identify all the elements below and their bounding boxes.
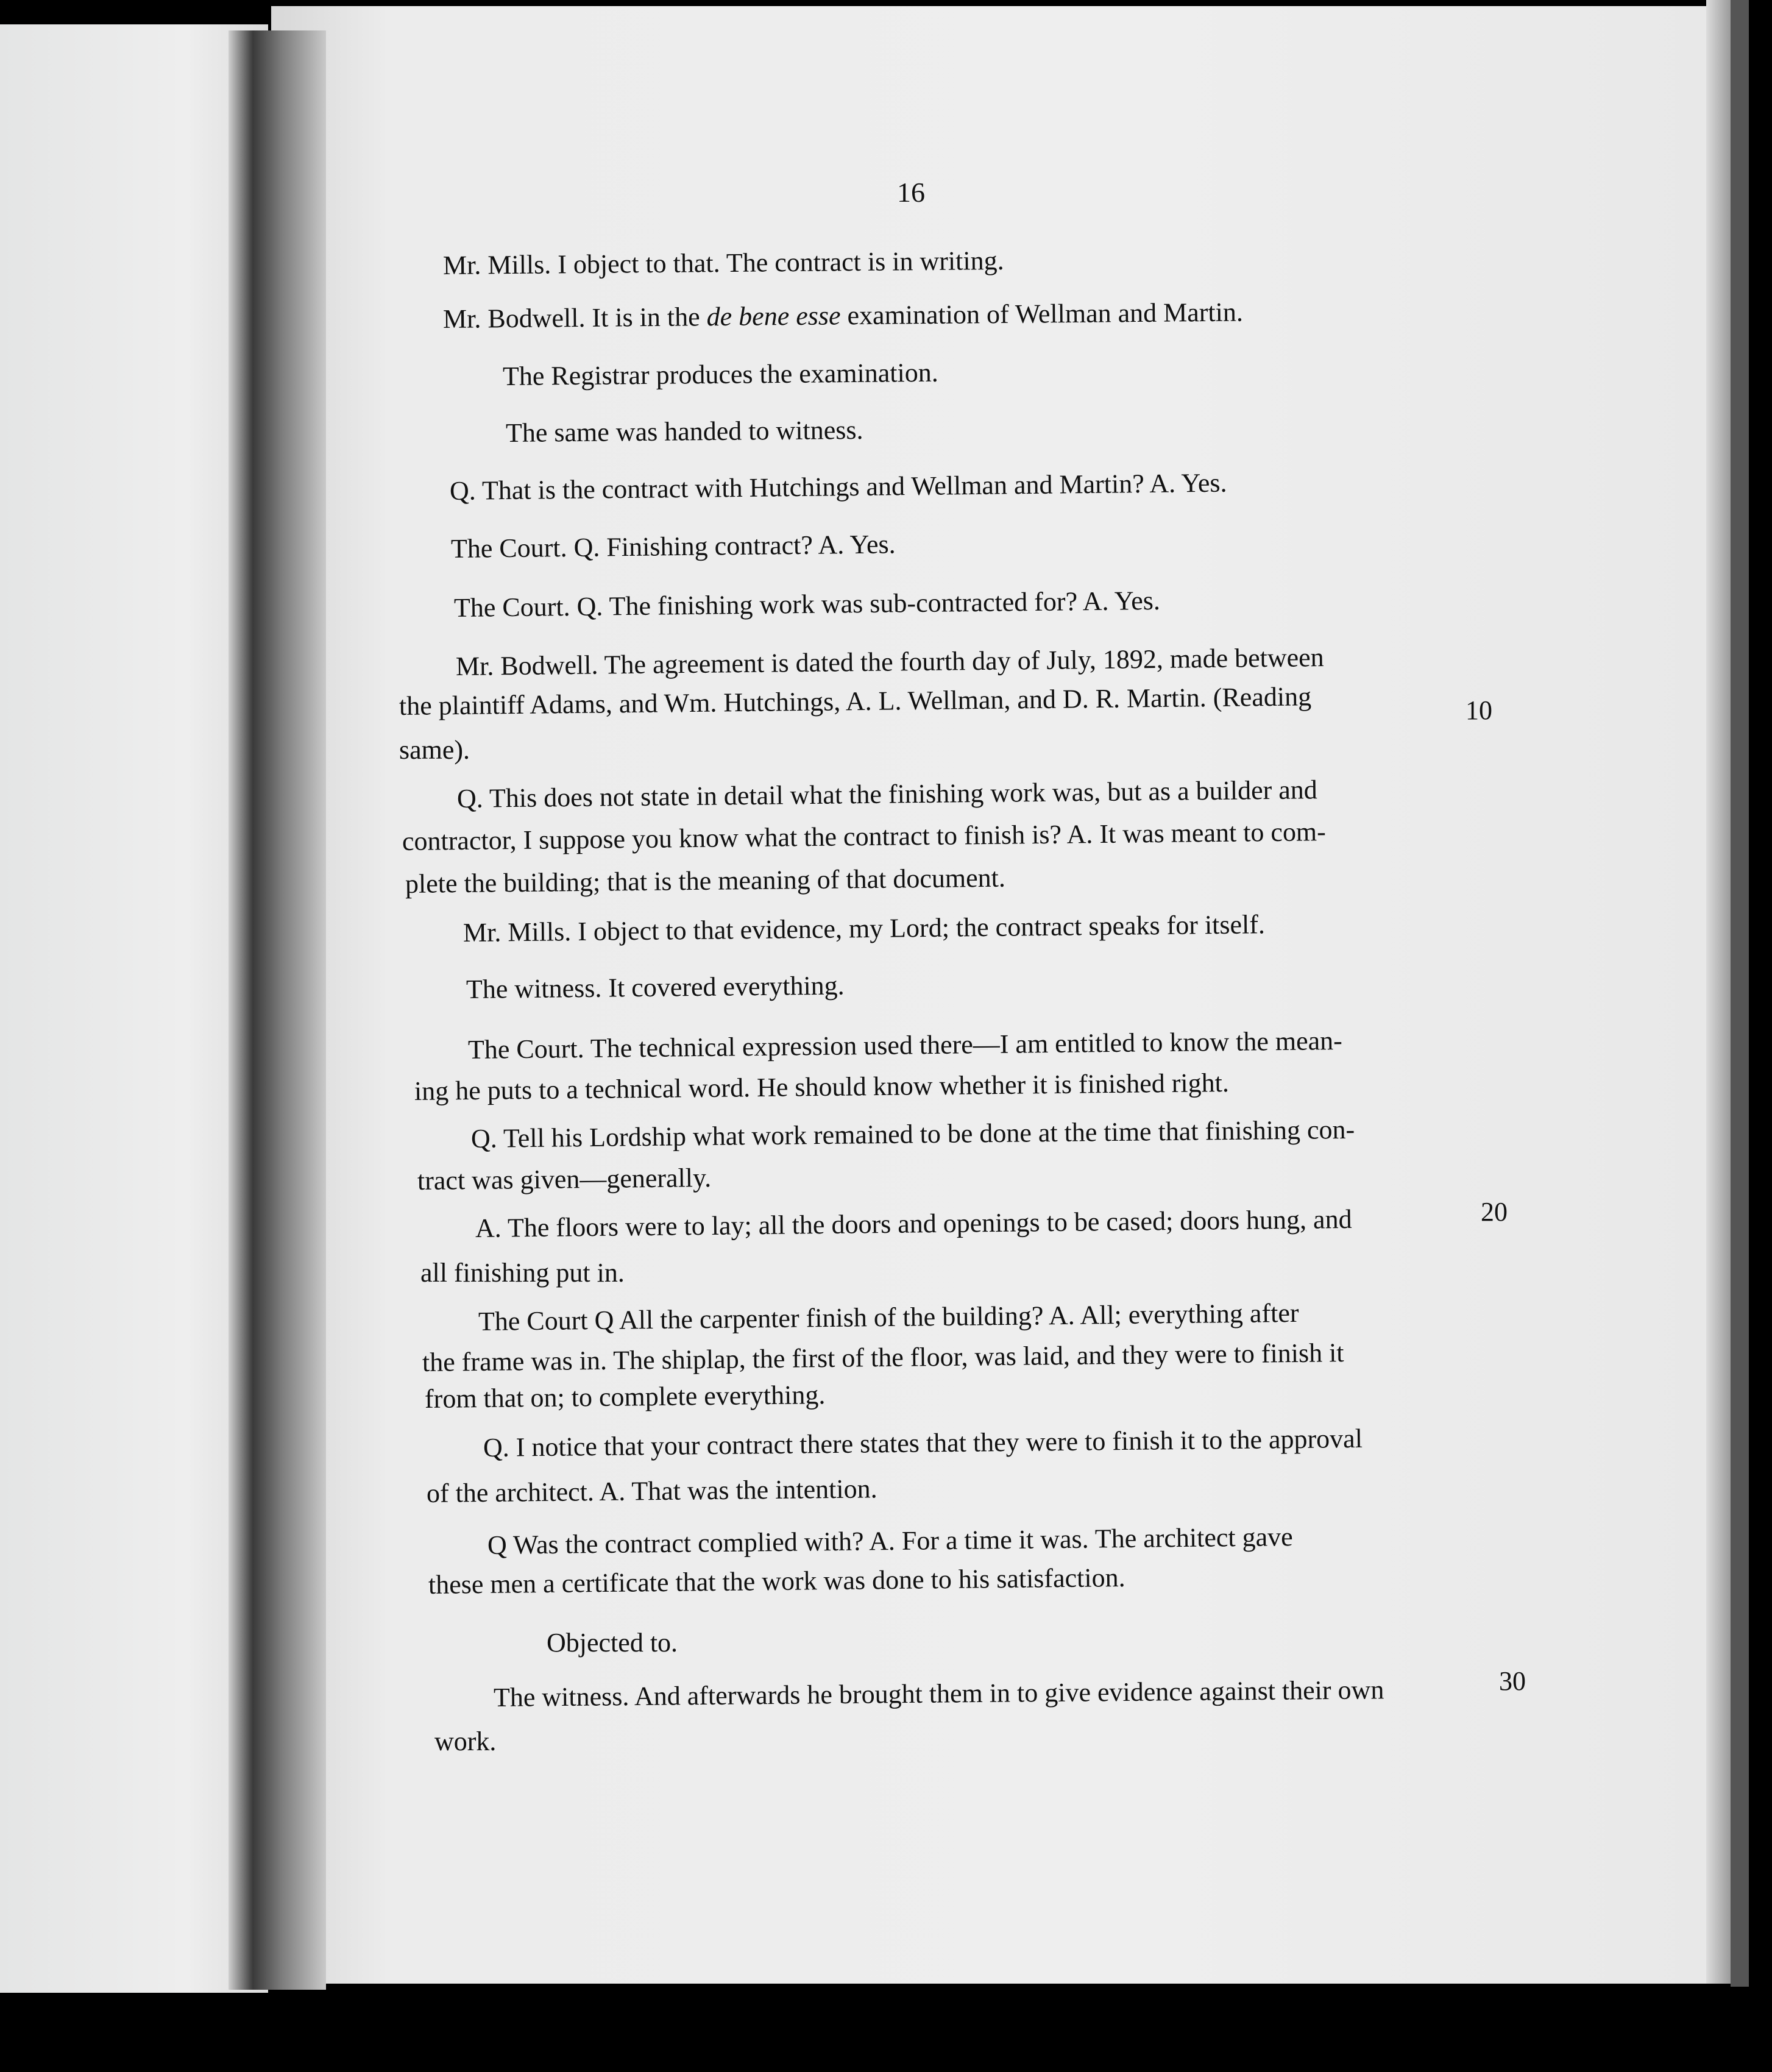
line-13: plete the building; that is the meaning of that document. xyxy=(405,862,1006,899)
page-number: 16 xyxy=(897,177,925,208)
line-24: from that on; to complete everything. xyxy=(424,1380,826,1414)
line-22: The Court Q All the carpenter finish of the building? A. All; everything after xyxy=(478,1297,1299,1336)
line-15: The witness. It covered everything. xyxy=(466,970,845,1004)
line-4: The same was handed to witness. xyxy=(505,414,863,448)
line-marker-30: 30 xyxy=(1499,1666,1526,1696)
line-18: Q. Tell his Lordship what work remained to be done at the time that finishing con- xyxy=(470,1114,1355,1154)
line-16: The Court. The technical expression used there—I am entitled to know the mean- xyxy=(467,1025,1343,1065)
line-21: all finishing put in. xyxy=(420,1258,625,1288)
line-28: these men a certificate that the work was done to his satisfaction. xyxy=(428,1563,1125,1600)
line-5: Q. That is the contract with Hutchings and Wellman and Martin? A. Yes. xyxy=(449,467,1227,506)
line-12: contractor, I suppose you know what the contract to finish is? A. It was meant to com- xyxy=(402,817,1327,856)
line-14: Mr. Mills. I object to that evidence, my Lord; the contract speaks for itself. xyxy=(462,909,1266,948)
line-26: of the architect. A. That was the intention. xyxy=(426,1474,877,1508)
line-20: A. The floors were to lay; all the doors and openings to be cased; doors hung, and xyxy=(475,1204,1352,1243)
line-1: Mr. Mills. I object to that. The contract is in writing. xyxy=(442,245,1004,280)
line-23: the frame was in. The shiplap, the first of the floor, was laid, and they were to finish it xyxy=(422,1338,1344,1377)
line-25: Q. I notice that your contract there states that they were to finish it to the approval xyxy=(483,1423,1363,1463)
line-11: Q. This does not state in detail what the finishing work was, but as a builder and xyxy=(456,775,1318,814)
line-31: work. xyxy=(434,1726,497,1756)
line-3: The Registrar produces the examination. xyxy=(502,357,938,391)
line-7: The Court. Q. The finishing work was sub-contracted for? A. Yes. xyxy=(453,585,1161,623)
line-9: the plaintiff Adams, and Wm. Hutchings, A. L. Wellman, and D. R. Martin. (Reading xyxy=(399,681,1312,721)
line-marker-10: 10 xyxy=(1465,695,1492,725)
line-2-text-c: examination of Wellman and Martin. xyxy=(840,297,1244,331)
line-19: tract was given—generally. xyxy=(417,1162,712,1196)
line-10: same). xyxy=(399,735,470,765)
line-30: The witness. And afterwards he brought them in to give evidence against their own xyxy=(493,1675,1384,1712)
line-2-latin-phrase: de bene esse xyxy=(706,300,841,332)
book-cover-edge xyxy=(1731,0,1749,1987)
line-marker-20: 20 xyxy=(1481,1197,1508,1227)
left-page-blank xyxy=(0,24,268,1993)
line-2-text-a: Mr. Bodwell. It is in the xyxy=(442,302,707,334)
line-27: Q Was the contract complied with? A. For a time it was. The architect gave xyxy=(487,1522,1293,1560)
binding-gutter-shadow xyxy=(229,30,326,1990)
page-edge-shadow xyxy=(1706,0,1731,1984)
line-29: Objected to. xyxy=(547,1628,678,1658)
line-8: Mr. Bodwell. The agreement is dated the fourth day of July, 1892, made between xyxy=(455,642,1324,681)
line-6: The Court. Q. Finishing contract? A. Yes. xyxy=(450,529,896,564)
line-17: ing he puts to a technical word. He should know whether it is finished right. xyxy=(414,1068,1230,1106)
